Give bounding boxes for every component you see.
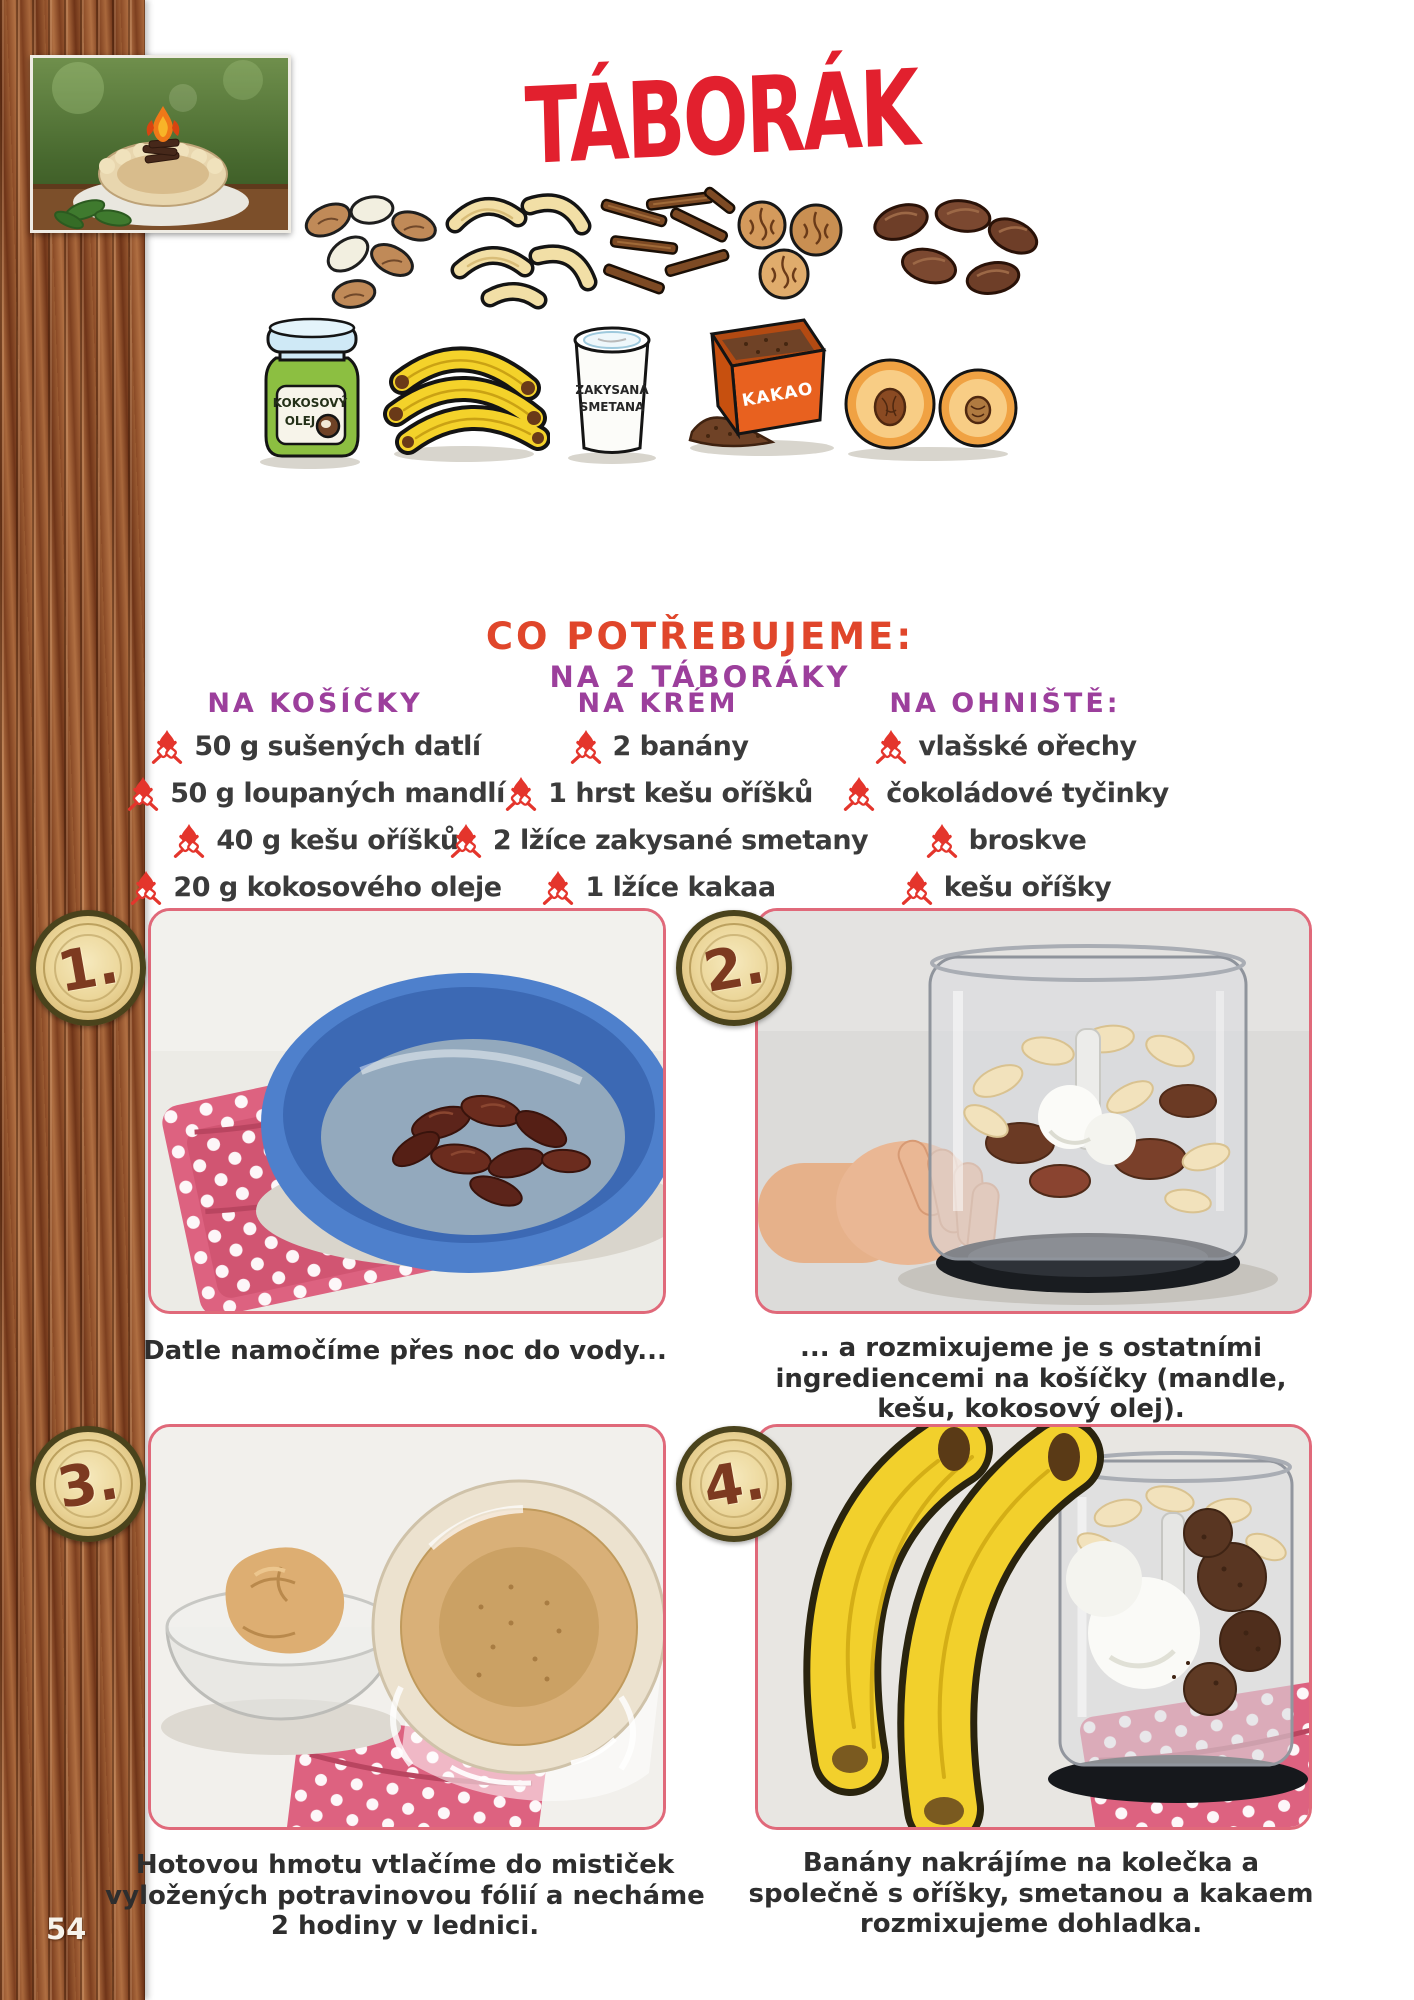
step-1-caption: Datle namočíme přes noc do vody... bbox=[143, 1336, 667, 1366]
step-number: 1. bbox=[52, 930, 124, 1006]
needs-heading: CO POTŘEBUJEME: bbox=[485, 615, 915, 658]
needs-subheading: NA 2 TÁBORÁKY bbox=[549, 660, 851, 694]
ingredient-item bbox=[149, 723, 480, 770]
pecans-illustration bbox=[855, 192, 1045, 314]
step-4-caption: Banány nakrájíme na kolečka a společně s oříšky, smetanou a kakaem rozmixujeme dohladka. bbox=[748, 1848, 1314, 1940]
ingredient-item bbox=[873, 723, 1136, 770]
step-2-badge bbox=[676, 910, 792, 1026]
campfire-flame-icon bbox=[128, 870, 164, 906]
step-1-badge bbox=[30, 910, 146, 1026]
campfire-flame-icon bbox=[171, 823, 207, 859]
ingredient-item bbox=[841, 770, 1169, 817]
campfire-flame-icon bbox=[568, 729, 604, 765]
column-header: NA KOŠÍČKY bbox=[207, 688, 423, 719]
walnuts-illustration bbox=[722, 192, 857, 307]
ingredient-item bbox=[503, 770, 813, 817]
ingredient-text: 1 hrst kešu oříšků bbox=[548, 778, 813, 809]
ingredient-item bbox=[540, 864, 775, 911]
coconut-oil-label-line1: KOKOSOVÝ bbox=[272, 396, 348, 410]
cocoa-box-label: KAKAO bbox=[740, 378, 816, 412]
ingredient-item bbox=[924, 817, 1087, 864]
campfire-flame-icon bbox=[149, 729, 185, 765]
ingredient-text: vlašské ořechy bbox=[918, 731, 1137, 762]
almonds-illustration bbox=[292, 192, 447, 317]
ingredient-text: kešu oříšky bbox=[943, 872, 1112, 903]
ingredient-item bbox=[899, 864, 1111, 911]
ingredient-item bbox=[448, 817, 868, 864]
ingredient-text: 2 banány bbox=[612, 731, 749, 762]
step-3-photo bbox=[148, 1424, 666, 1830]
step-3-caption: Hotovou hmotu vtlačíme do mističek vyložených potravinovou fólií a necháme 2 hodiny v lednici. bbox=[105, 1850, 705, 1942]
step-4-photo bbox=[755, 1424, 1312, 1830]
step-2-photo bbox=[755, 908, 1312, 1314]
step-2-caption: ... a rozmixujeme je s ostatními ingrediencemi na košíčky (mandle, kešu, kokosový olej). bbox=[775, 1333, 1287, 1425]
coconut-oil-label-line2: OLEJ bbox=[284, 414, 316, 428]
step-number: 3. bbox=[52, 1446, 124, 1522]
campfire-flame-icon bbox=[899, 870, 935, 906]
campfire-flame-icon bbox=[924, 823, 960, 859]
ingredient-column-cream bbox=[478, 688, 869, 911]
page-title: TÁBORÁK bbox=[523, 48, 919, 189]
sour-cream-label-line1: ZAKYSANÁ bbox=[575, 383, 649, 397]
ingredient-item bbox=[568, 723, 749, 770]
ingredient-item bbox=[125, 770, 505, 817]
step-number: 2. bbox=[698, 930, 770, 1006]
sour-cream-label-line2: SMETANA bbox=[579, 400, 645, 414]
ingredient-text: čokoládové tyčinky bbox=[886, 778, 1169, 809]
step-1-photo bbox=[148, 908, 666, 1314]
campfire-flame-icon bbox=[841, 776, 877, 812]
sour-cream-cup-illustration bbox=[552, 302, 674, 467]
ingredient-text: 1 lžíce kakaa bbox=[585, 872, 776, 903]
step-4-badge bbox=[676, 1426, 792, 1542]
campfire-flame-icon bbox=[540, 870, 576, 906]
ingredient-text: 40 g kešu oříšků bbox=[216, 825, 459, 856]
cinnamon-sticks-illustration bbox=[585, 182, 745, 317]
peaches-illustration bbox=[838, 348, 1020, 463]
cocoa-box-illustration bbox=[672, 300, 844, 460]
ingredient-text: 50 g sušených datlí bbox=[194, 731, 481, 762]
ingredient-column-campfire bbox=[825, 688, 1185, 911]
finished-dish-photo bbox=[30, 55, 291, 233]
ingredient-item bbox=[128, 864, 501, 911]
ingredient-column-baskets bbox=[135, 688, 505, 911]
step-number: 4. bbox=[698, 1446, 770, 1522]
cashews-illustration bbox=[428, 182, 608, 317]
ingredient-item bbox=[171, 817, 458, 864]
column-header: NA KRÉM bbox=[577, 688, 739, 719]
page-number: 54 bbox=[46, 1912, 87, 1946]
ingredient-text: 2 lžíce zakysané smetany bbox=[492, 825, 869, 856]
ingredient-text: 20 g kokosového oleje bbox=[173, 872, 502, 903]
bananas-illustration bbox=[378, 332, 550, 467]
ingredient-text: broskve bbox=[968, 825, 1087, 856]
campfire-flame-icon bbox=[448, 823, 484, 859]
coconut-oil-jar-illustration bbox=[246, 312, 378, 470]
step-3-badge bbox=[30, 1426, 146, 1542]
column-header: NA OHNIŠTĚ: bbox=[889, 688, 1121, 719]
campfire-flame-icon bbox=[873, 729, 909, 765]
finished-dish-art bbox=[33, 58, 288, 230]
ingredient-text: 50 g loupaných mandlí bbox=[170, 778, 505, 809]
campfire-flame-icon bbox=[503, 776, 539, 812]
campfire-flame-icon bbox=[125, 776, 161, 812]
